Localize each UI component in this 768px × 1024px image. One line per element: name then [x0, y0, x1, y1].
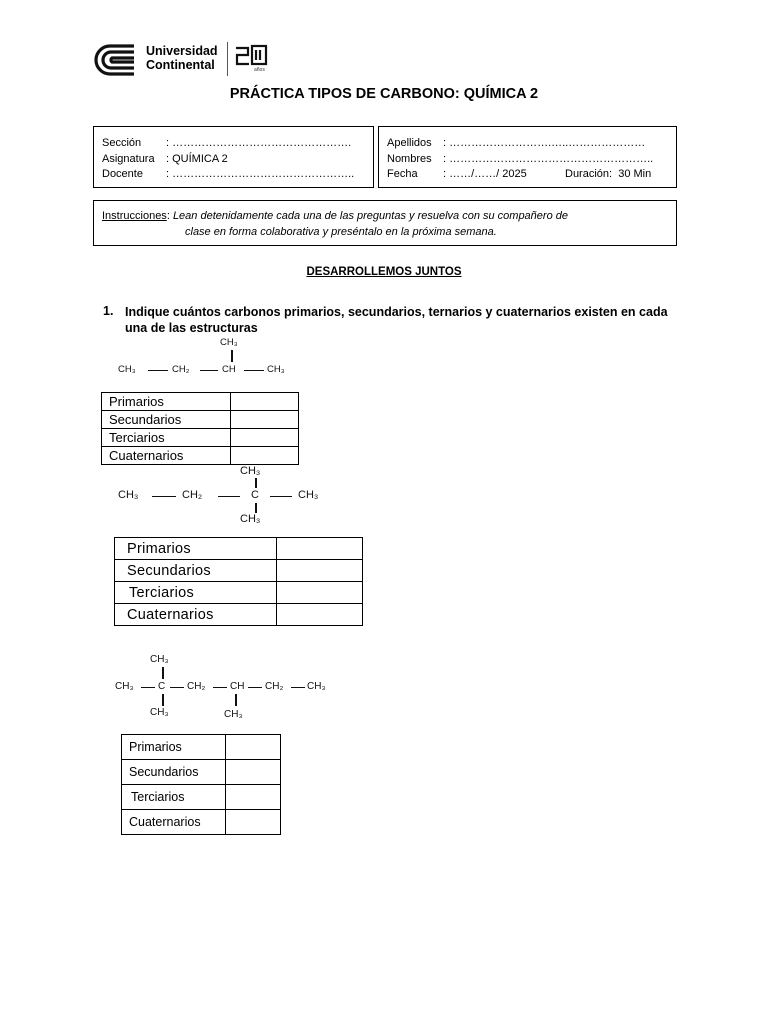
- s1-bond-3: [244, 370, 264, 371]
- page-title: PRÁCTICA TIPOS DE CARBONO: QUÍMICA 2: [229, 86, 539, 102]
- s3-answer-cell[interactable]: [226, 760, 281, 785]
- s2-bond-top: [255, 478, 257, 488]
- row-fecha: [387, 167, 668, 183]
- s3-bottom-group-2: CH₃: [224, 709, 243, 720]
- table-row: [122, 785, 281, 810]
- s2-bond-1: [152, 496, 176, 497]
- instructions-label: Instrucciones: [102, 210, 167, 222]
- nombres-label: Nombres: [387, 152, 432, 165]
- s3-bond-top: [162, 667, 164, 679]
- s1-row-label: Terciarios: [102, 429, 231, 447]
- seccion-label: Sección: [102, 137, 142, 149]
- table-row: [115, 560, 363, 582]
- docente-label: Docente: [102, 168, 143, 180]
- s3-bond-3: [213, 687, 227, 688]
- s3-bond-2: [170, 687, 184, 688]
- s2-bond-bottom: [255, 503, 257, 513]
- row-docente: [102, 167, 365, 183]
- s1-bond-2: [200, 370, 218, 371]
- table-row: [122, 760, 281, 785]
- s3-answer-cell[interactable]: [226, 735, 281, 760]
- s1-carbon-table: [101, 392, 299, 465]
- s3-bond-5: [291, 687, 305, 688]
- table-row: [115, 582, 363, 604]
- s1-row-label: Secundarios: [102, 411, 231, 429]
- fecha-field[interactable]: : ……/……/ 2025: [443, 168, 527, 180]
- duracion-value: 30 Min: [618, 168, 652, 180]
- instructions-line-2: clase en forma colaborativa y preséntalo en la próxima semana.: [185, 226, 497, 238]
- section-title: DESARROLLEMOS JUNTOS: [306, 266, 462, 278]
- s2-answer-cell[interactable]: [277, 538, 363, 560]
- s3-bond-bottom-2: [235, 694, 237, 706]
- table-row: [102, 411, 299, 429]
- s3-top-group: CH₃: [150, 654, 169, 665]
- s3-chain-c1: CH₃: [115, 681, 134, 692]
- s2-top-group: CH₃: [240, 465, 261, 477]
- asignatura-label: Asignatura: [102, 152, 155, 165]
- row-seccion: [102, 136, 365, 152]
- s2-bond-3: [270, 496, 292, 497]
- s2-bond-2: [218, 496, 240, 497]
- s1-row-label: Cuaternarios: [102, 447, 231, 465]
- table-row: [115, 604, 363, 626]
- s3-row-label: Secundarios: [122, 760, 226, 785]
- row-asignatura: [102, 152, 365, 168]
- s3-row-label: Terciarios: [122, 785, 226, 810]
- s1-answer-cell[interactable]: [231, 393, 299, 411]
- s2-answer-cell[interactable]: [277, 604, 363, 626]
- s1-chain-c3: CH: [222, 364, 236, 375]
- fecha-label: Fecha: [387, 168, 418, 180]
- s1-bond-vertical: [231, 350, 233, 362]
- s2-chain-c4: CH₃: [298, 489, 319, 501]
- s3-bottom-group-1: CH₃: [150, 707, 169, 718]
- table-row: [122, 735, 281, 760]
- table-row: [102, 429, 299, 447]
- instructions-line-1: Lean detenidamente cada una de las preguntas y resuelva con su compañero de: [172, 210, 568, 222]
- nombres-field[interactable]: : ………………………………………………..: [443, 152, 654, 165]
- s1-answer-cell[interactable]: [231, 429, 299, 447]
- s3-row-label: Cuaternarios: [122, 810, 226, 835]
- s1-answer-cell[interactable]: [231, 411, 299, 429]
- s3-answer-cell[interactable]: [226, 785, 281, 810]
- s1-chain-c4: CH₃: [267, 364, 285, 375]
- anniversary-20-icon: [234, 42, 270, 68]
- table-row: [122, 810, 281, 835]
- question-number: 1.: [103, 304, 114, 318]
- s3-bond-4: [248, 687, 262, 688]
- s1-bond-1: [148, 370, 168, 371]
- s2-answer-cell[interactable]: [277, 582, 363, 604]
- s3-chain-c3: CH₂: [187, 681, 206, 692]
- s1-chain-c2: CH₂: [172, 364, 190, 375]
- s2-bottom-group: CH₃: [240, 513, 261, 525]
- s3-chain-c2: C: [158, 681, 166, 692]
- table-row: [115, 538, 363, 560]
- seccion-field[interactable]: : ………………………………………….: [166, 137, 352, 149]
- s3-chain-c6: CH₃: [307, 681, 326, 692]
- asignatura-value: : QUÍMICA 2: [166, 152, 228, 165]
- docente-field[interactable]: : …………………………………………..: [166, 168, 355, 180]
- s1-chain-c1: CH₃: [118, 364, 136, 375]
- s3-bond-1: [141, 687, 155, 688]
- s2-chain-c3: C: [251, 489, 259, 501]
- info-box-left: [93, 126, 374, 188]
- s2-row-label: Cuaternarios: [115, 604, 277, 626]
- s1-row-label: Primarios: [102, 393, 231, 411]
- table-row: [102, 447, 299, 465]
- s1-answer-cell[interactable]: [231, 447, 299, 465]
- s2-chain-c2: CH₂: [182, 489, 203, 501]
- s3-chain-c4: CH: [230, 681, 245, 692]
- question-text: Indique cuántos carbonos primarios, secundarios, ternarios y cuaternarios existen en cada una de las estructuras: [125, 305, 668, 335]
- s3-chain-c5: CH₂: [265, 681, 284, 692]
- s2-answer-cell[interactable]: [277, 560, 363, 582]
- duracion-label: Duración:: [565, 168, 613, 180]
- apellidos-label: Apellidos: [387, 137, 432, 149]
- logo-line-1: Universidad: [146, 44, 218, 58]
- s2-row-label: Primarios: [115, 538, 277, 560]
- row-apellidos: [387, 136, 668, 152]
- row-nombres: [387, 152, 668, 168]
- s2-carbon-table: [114, 537, 363, 626]
- university-name: [146, 44, 218, 72]
- s2-row-label: Secundarios: [115, 560, 277, 582]
- s3-answer-cell[interactable]: [226, 810, 281, 835]
- s3-carbon-table: [121, 734, 281, 835]
- table-row: [102, 393, 299, 411]
- anniversary-label: años: [254, 67, 265, 73]
- info-box-right: [378, 126, 677, 188]
- s3-row-label: Primarios: [122, 735, 226, 760]
- s3-bond-bottom-1: [162, 694, 164, 706]
- logo-divider: [227, 42, 228, 76]
- logo-line-2: Continental: [146, 58, 215, 72]
- s1-top-group: CH₃: [220, 337, 238, 348]
- s2-row-label: Terciarios: [115, 582, 277, 604]
- apellidos-field[interactable]: : ……………………….…..…………………: [443, 137, 646, 149]
- instructions-box: Instrucciones: Lean detenidamente cada una de las preguntas y resuelva con su compañero de clase en forma colaborativa y preséntalo en la próxima semana.: [93, 200, 677, 246]
- s2-chain-c1: CH₃: [118, 489, 139, 501]
